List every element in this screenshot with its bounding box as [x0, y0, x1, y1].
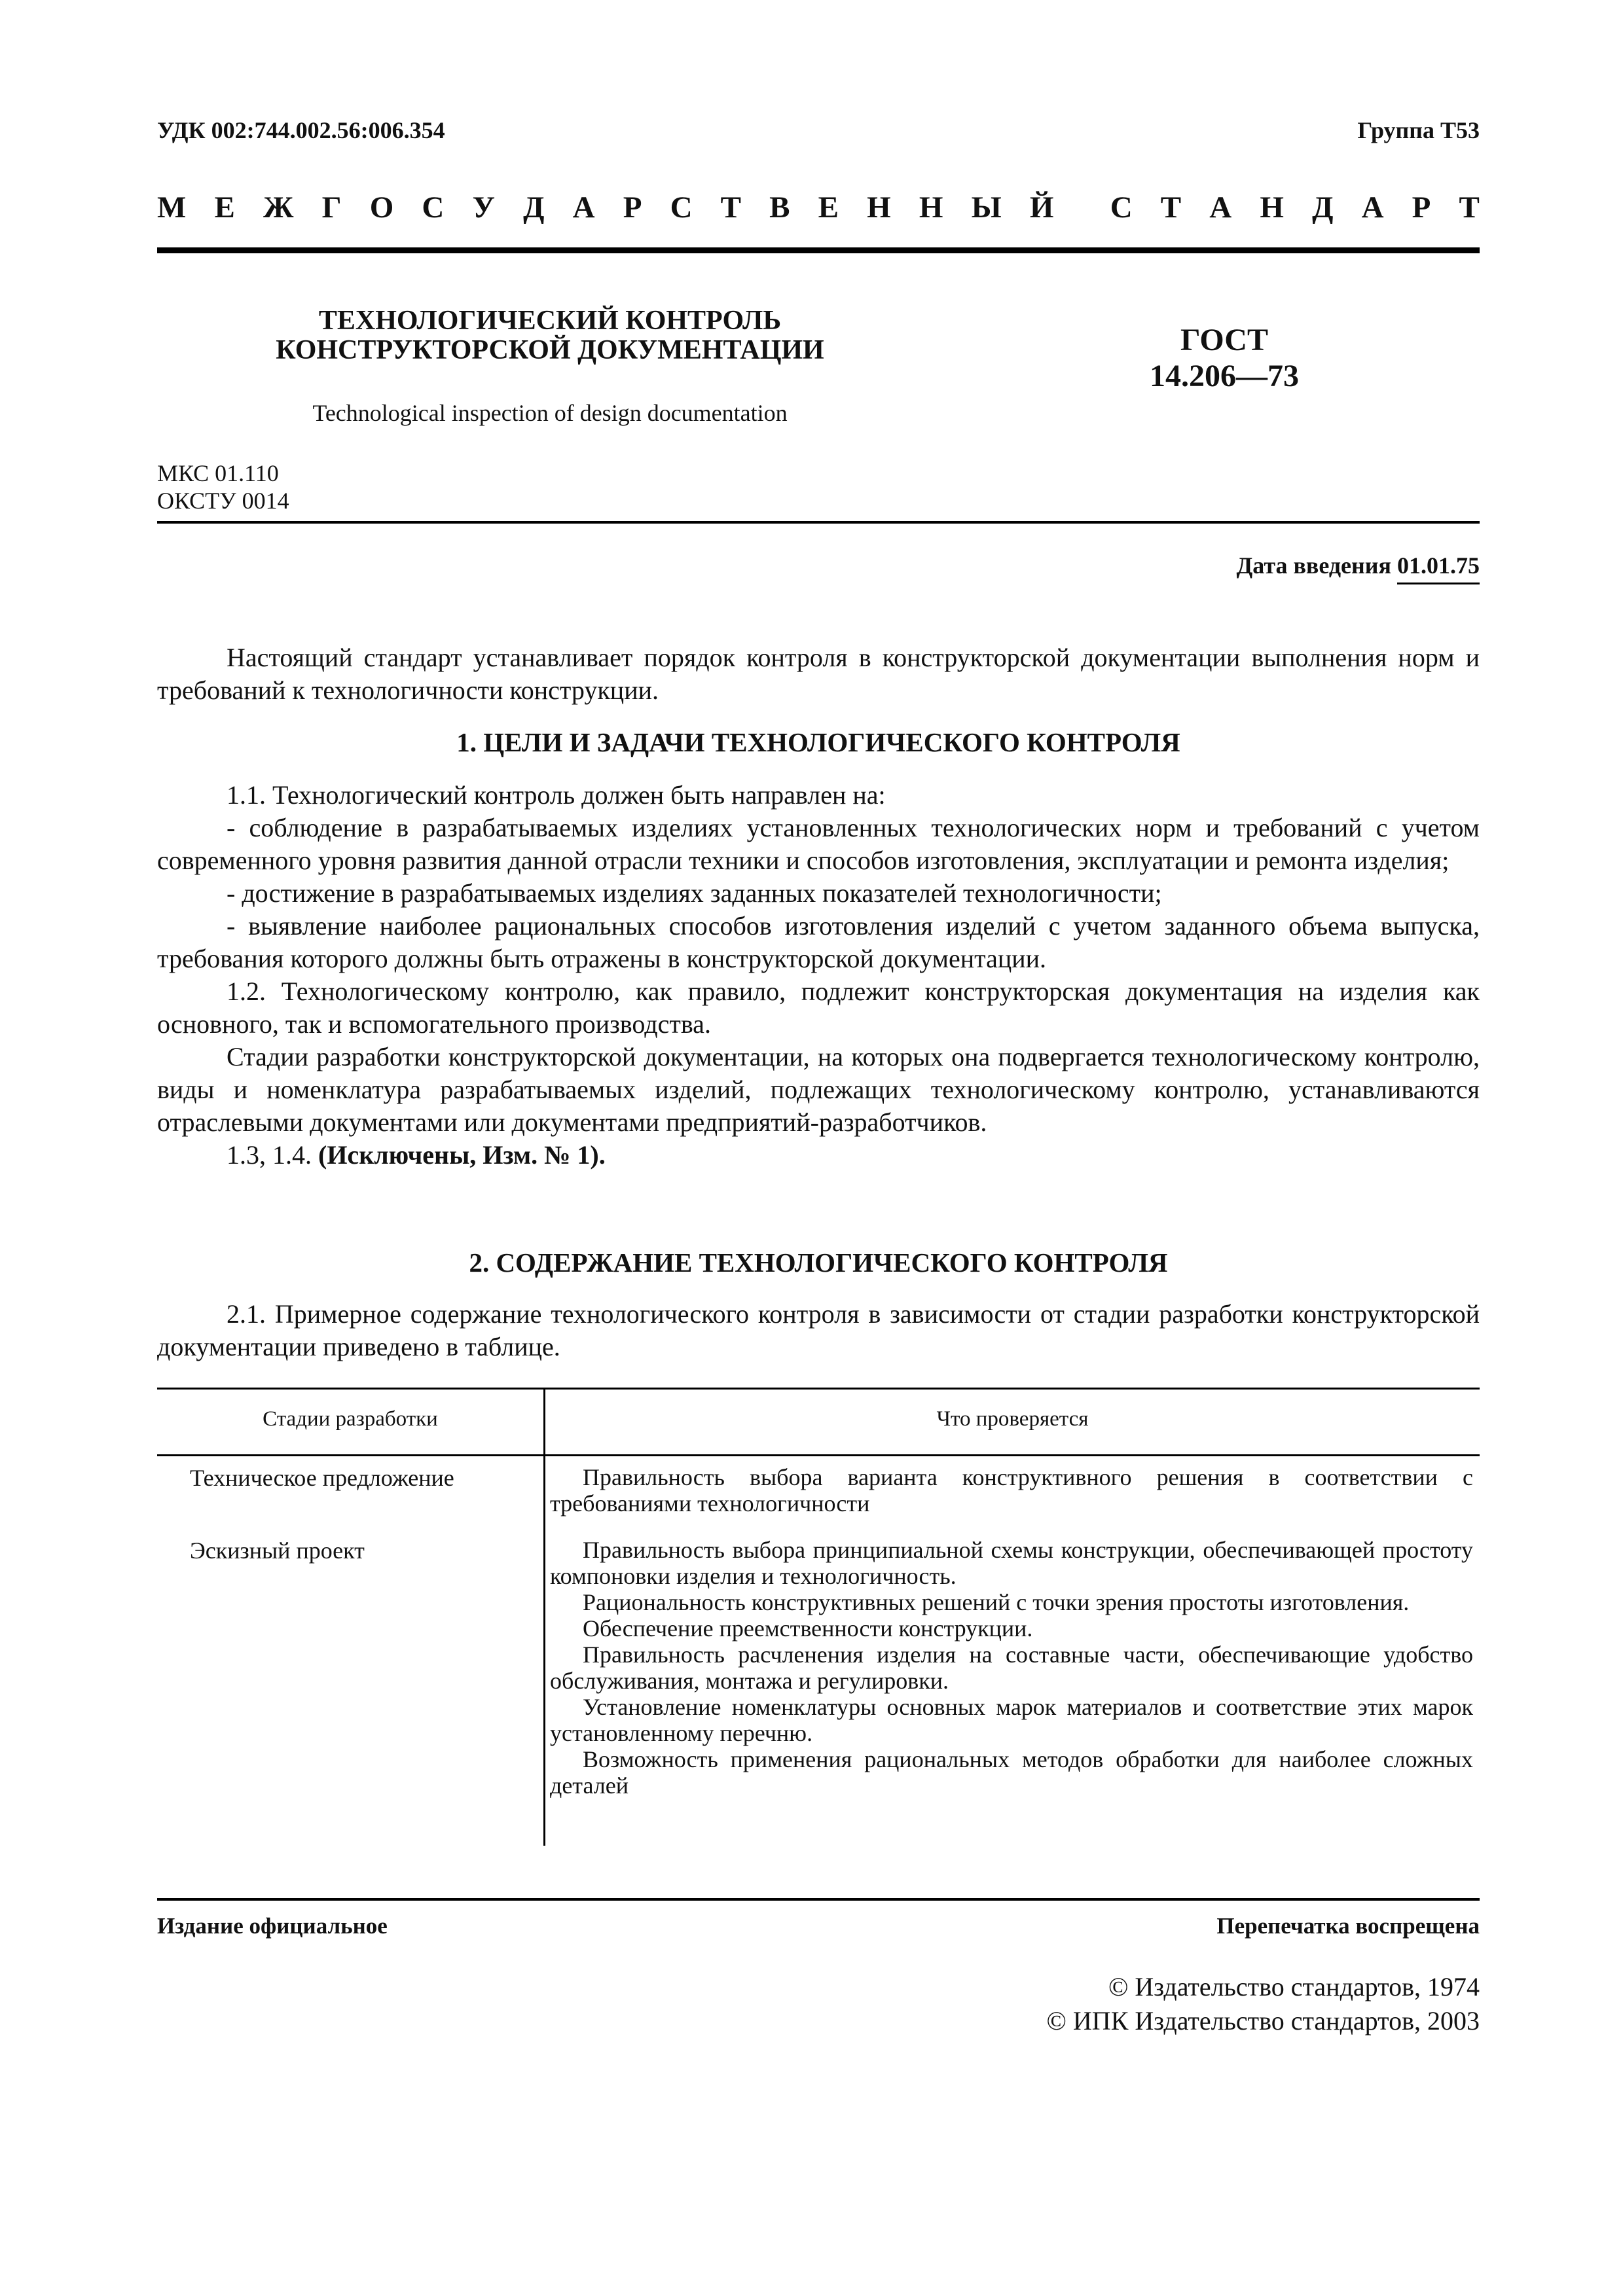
- table-column-divider: [543, 1388, 545, 1846]
- banner-letter: Д: [523, 190, 545, 224]
- banner-letter: Р: [623, 190, 642, 224]
- udk-code: УДК 002:744.002.56:006.354: [157, 117, 445, 143]
- banner-letter: Е: [214, 190, 235, 224]
- cell-paragraph: Обеспечение преемственности конструкции.: [583, 1615, 1033, 1641]
- mks-code: МКС 01.110: [157, 460, 279, 486]
- paragraph: [157, 1139, 1480, 1172]
- banner-letter: В: [769, 190, 790, 224]
- banner-letter: Н: [919, 190, 943, 224]
- clause-number: 1.3, 1.4.: [227, 1140, 318, 1170]
- english-title: Technological inspection of design documentation: [312, 400, 788, 426]
- banner-letter: Н: [867, 190, 891, 224]
- banner-letter: Р: [1412, 190, 1431, 224]
- group-code: Группа Т53: [1357, 117, 1480, 143]
- banner-letter: Д: [1312, 190, 1334, 224]
- banner-letter: Н: [1260, 190, 1284, 224]
- gost-number: [1126, 322, 1322, 394]
- copyright-line: © Издательство стандартов, 1974: [1108, 1972, 1480, 2001]
- table-cell-stage: Эскизный проект: [190, 1537, 365, 1564]
- cell-paragraph: Рациональность конструктивных решений с точки зрения простоты изготовления.: [583, 1589, 1410, 1615]
- paragraph: - соблюдение в разрабатываемых изделиях установленных технологических норм и требований с учетом современного уровня развития данной отрасли техники и способов изготовления, эксплуатации и ремонта изделия;: [157, 813, 1480, 875]
- table-header-rule: [157, 1454, 1480, 1456]
- banner-letter: О: [369, 190, 394, 224]
- section-1-body: [157, 779, 1480, 1172]
- banner-letter: А: [572, 190, 595, 224]
- banner-letter: С: [422, 190, 445, 224]
- title-line: ТЕХНОЛОГИЧЕСКИЙ КОНТРОЛЬ: [318, 306, 782, 336]
- document-page: [157, 0, 1480, 2296]
- document-title: [216, 306, 884, 365]
- banner-letter: Т: [1160, 190, 1182, 224]
- date-label: Дата введения: [1236, 552, 1397, 579]
- banner-letter: М: [157, 190, 187, 224]
- table-header-checked: Что проверяется: [936, 1407, 1089, 1431]
- title-line: КОНСТРУКТОРСКОЙ ДОКУМЕНТАЦИИ: [276, 335, 824, 365]
- gost-code: 14.206—73: [1150, 359, 1299, 393]
- table-top-rule: [157, 1388, 1480, 1390]
- table-cell-checked: [550, 1537, 1473, 1799]
- effective-date: [1237, 552, 1480, 579]
- table-cell-checked: [550, 1464, 1473, 1516]
- standard-banner: [157, 190, 1480, 225]
- title-rule: [157, 521, 1480, 524]
- paragraph: - выявление наиболее рациональных способов изготовления изделий с учетом заданного объема выпуска, требования которого должны быть отражены в конструкторской документации.: [157, 911, 1480, 973]
- cell-paragraph: Правильность выбора варианта конструктивного решения в соответствии с требованиями технологичности: [550, 1464, 1473, 1516]
- banner-letter: Ж: [263, 190, 294, 224]
- official-edition-label: Издание официальное: [157, 1913, 388, 1939]
- paragraph: 1.2. Технологическому контролю, как правило, подлежит конструкторская документация на изделия как основного, так и вспомогательного производства.: [157, 977, 1480, 1039]
- cell-paragraph: Возможность применения рациональных методов обработки для наиболее сложных деталей: [550, 1746, 1473, 1799]
- intro-paragraph: [157, 641, 1480, 707]
- banner-letter: С: [1110, 190, 1133, 224]
- paragraph: Настоящий стандарт устанавливает порядок контроля в конструкторской документации выполнения норм и требований к технологичности конструкции.: [157, 643, 1480, 705]
- banner-letter: Ы: [971, 190, 1002, 224]
- banner-letter: Г: [321, 190, 342, 224]
- cell-paragraph: Правильность выбора принципиальной схемы конструкции, обеспечивающей простоту компоновки изделия и технологичность.: [550, 1537, 1473, 1589]
- section-2-heading: 2. СОДЕРЖАНИЕ ТЕХНОЛОГИЧЕСКОГО КОНТРОЛЯ: [469, 1247, 1168, 1278]
- paragraph: - достижение в разрабатываемых изделиях заданных показателей технологичности;: [227, 878, 1162, 908]
- footer-rule: [157, 1898, 1480, 1901]
- classification-codes: [157, 459, 289, 514]
- banner-letter: С: [670, 190, 693, 224]
- reprint-prohibited-label: Перепечатка воспрещена: [1216, 1913, 1480, 1939]
- paragraph: Стадии разработки конструкторской документации, на которых она подвергается технологическому контролю, виды и номенклатура разрабатываемых изделий, подлежащих технологическому контролю, устанавливаются отраслевыми документами или документами предприятий-разработчиков.: [157, 1042, 1480, 1137]
- banner-letter: У: [472, 190, 495, 224]
- section-2-body: [157, 1298, 1480, 1363]
- table-cell-stage: Техническое предложение: [190, 1465, 454, 1491]
- okstu-code: ОКСТУ 0014: [157, 488, 289, 514]
- banner-letter: А: [1361, 190, 1384, 224]
- copyright-line: © ИПК Издательство стандартов, 2003: [1046, 2006, 1480, 2036]
- header-rule: [157, 247, 1480, 253]
- cell-paragraph: Правильность расчленения изделия на составные части, обеспечивающие удобство обслуживания, монтажа и регулировки.: [550, 1641, 1473, 1694]
- cell-paragraph: Установление номенклатуры основных марок материалов и соответствие этих марок установленному перечню.: [550, 1694, 1473, 1746]
- banner-letter: Т: [720, 190, 742, 224]
- banner-letter: Т: [1459, 190, 1480, 224]
- copyright-block: [1047, 1970, 1480, 2038]
- table-header-stage: Стадии разработки: [263, 1407, 438, 1431]
- section-1-heading: 1. ЦЕЛИ И ЗАДАЧИ ТЕХНОЛОГИЧЕСКОГО КОНТРОЛЯ: [456, 727, 1180, 757]
- banner-letter: Е: [818, 190, 839, 224]
- gost-label: ГОСТ: [1180, 323, 1268, 357]
- banner-letter: А: [1209, 190, 1232, 224]
- banner-letter: Й: [1029, 190, 1054, 224]
- date-value: 01.01.75: [1397, 552, 1480, 584]
- paragraph: 2.1. Примерное содержание технологического контроля в зависимости от стадии разработки конструкторской документации приведено в таблице.: [157, 1299, 1480, 1361]
- excluded-note: (Исключены, Изм. № 1).: [318, 1140, 606, 1170]
- paragraph: 1.1. Технологический контроль должен быть направлен на:: [227, 780, 886, 810]
